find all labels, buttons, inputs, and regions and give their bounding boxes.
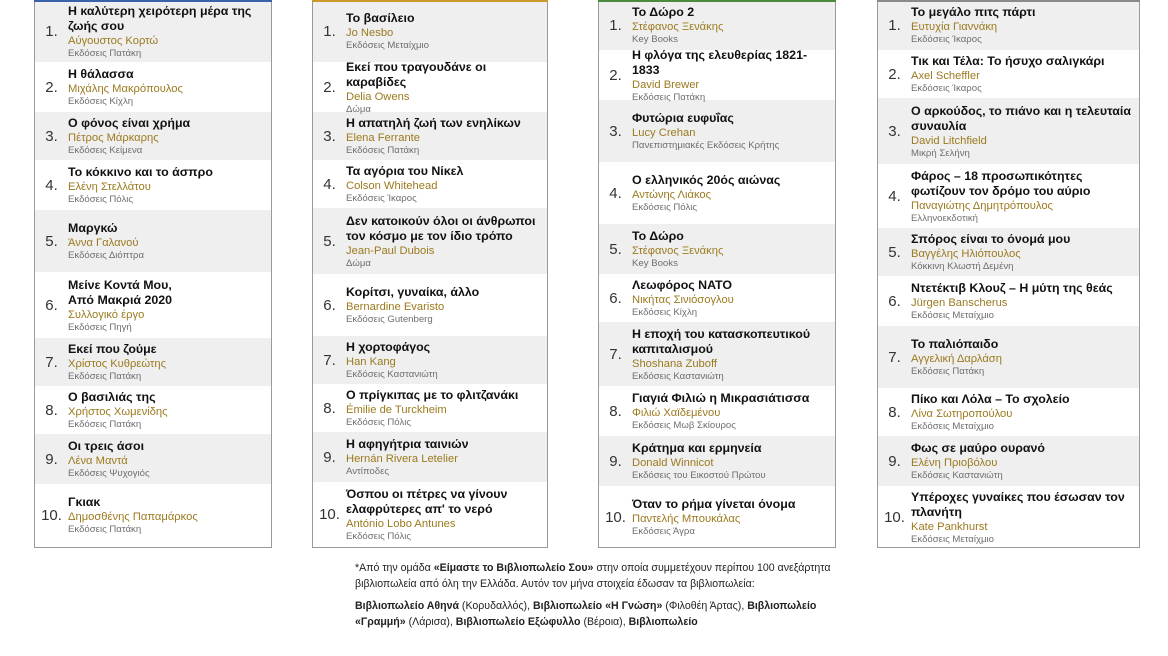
book-publisher: Εκδόσεις Ίκαρος bbox=[911, 34, 982, 45]
book-author: Λένα Μαντά bbox=[68, 455, 128, 467]
rank-number: 2. bbox=[888, 66, 901, 83]
rank-number: 6. bbox=[323, 297, 336, 314]
book-title: Το Δώρο 2 bbox=[632, 5, 695, 19]
book-title: Μείνε Κοντά Μου, Από Μακριά 2020 bbox=[68, 277, 173, 307]
book-author: Μιχάλης Μακρόπουλος bbox=[68, 83, 183, 95]
book-author: Αντώνης Λιάκος bbox=[632, 189, 712, 201]
column-top-bar bbox=[598, 0, 836, 2]
book-title: Οι τρεις άσοι bbox=[68, 439, 145, 453]
list-item bbox=[878, 436, 1139, 486]
list-item bbox=[878, 0, 1139, 50]
book-author: Hernán Rivera Letelier bbox=[346, 453, 458, 465]
rank-number: 7. bbox=[45, 354, 58, 371]
book-publisher: Εκδόσεις Πατάκη bbox=[68, 47, 142, 59]
rank-number: 2. bbox=[323, 79, 336, 96]
book-title: Η χορτοφάγος bbox=[346, 340, 431, 354]
book-title: Όσπου οι πέτρες να γίνουν ελαφρύτερες απ' το νερό bbox=[346, 486, 508, 516]
list-item bbox=[599, 100, 835, 162]
book-author: Χρήστος Χωμενίδης bbox=[68, 406, 168, 418]
list-item bbox=[878, 50, 1139, 98]
list-column-2 bbox=[312, 0, 548, 548]
book-author: Axel Scheffler bbox=[911, 70, 980, 82]
rank-number: 7. bbox=[888, 349, 901, 366]
book-title: Κράτημα και ερμηνεία bbox=[632, 441, 762, 455]
book-publisher: Εκδόσεις Μεταίχμιο bbox=[911, 421, 995, 432]
list-item bbox=[878, 98, 1139, 164]
list-item bbox=[313, 0, 547, 62]
book-author: Émilie de Turckheim bbox=[346, 404, 447, 416]
book-title: Εκεί που ζούμε bbox=[68, 342, 157, 356]
book-publisher: Δώμα bbox=[346, 103, 371, 115]
book-author: Ελένη Στελλάτου bbox=[68, 181, 151, 193]
rank-number: 4. bbox=[609, 185, 622, 202]
column-top-bar bbox=[312, 0, 548, 2]
rank-number: 8. bbox=[323, 400, 336, 417]
bookshop-name: Βιβλιοπωλείο Αθηνά bbox=[355, 600, 459, 612]
rank-number: 4. bbox=[888, 188, 901, 205]
book-title: Το παλιόπαιδο bbox=[911, 337, 999, 351]
book-title: Η απατηλή ζωή των ενηλίκων bbox=[346, 116, 521, 130]
book-publisher: Εκδόσεις Άγρα bbox=[632, 526, 695, 537]
book-title: Γιαγιά Φιλιώ η Μικρασιάτισσα bbox=[632, 391, 810, 405]
book-author: Han Kang bbox=[346, 356, 396, 368]
list-item bbox=[35, 386, 271, 434]
book-publisher: Εκδόσεις Πηγή bbox=[68, 321, 132, 333]
book-publisher: Μικρή Σελήνη bbox=[911, 147, 970, 159]
rank-number: 5. bbox=[45, 233, 58, 250]
list-item bbox=[35, 434, 271, 484]
book-author: Βαγγέλης Ηλιόπουλος bbox=[911, 248, 1021, 260]
book-author: Jo Nesbo bbox=[346, 27, 394, 39]
book-title: Φάρος – 18 προσωπικότητες φωτίζουν τον δρόμο του αύριο bbox=[911, 168, 1091, 198]
book-author: Χρίστος Κυθρεώτης bbox=[68, 358, 166, 370]
bookshop-list: Βιβλιοπωλείο Αθηνά (Κορυδαλλός), Βιβλιοπωλείο «Η Γνώση» (Φιλοθέη Άρτας), Βιβλιοπωλείο «Γραμμή» (Λάρισα), Βιβλιοπωλείο Εξώφυλλο (Βέροια), Βιβλιοπωλείο bbox=[355, 600, 817, 628]
bookshop-name: Βιβλιοπωλείο «Γραμμή» bbox=[355, 600, 817, 628]
book-publisher: Εκδόσεις Πατάκη bbox=[68, 419, 142, 430]
list-item bbox=[35, 0, 271, 62]
list-item bbox=[599, 0, 835, 50]
rank-number: 6. bbox=[609, 290, 622, 307]
list-item bbox=[878, 164, 1139, 228]
book-author: David Brewer bbox=[632, 78, 700, 91]
list-item bbox=[313, 482, 547, 546]
book-publisher: Εκδόσεις του Εικοστού Πρώτου bbox=[632, 470, 766, 481]
rank-number: 9. bbox=[45, 451, 58, 468]
list-item bbox=[599, 486, 835, 548]
book-publisher: Key Books bbox=[632, 34, 678, 45]
rank-number: 1. bbox=[323, 23, 336, 40]
list-item bbox=[599, 274, 835, 322]
book-author: Πέτρος Μάρκαρης bbox=[68, 132, 159, 144]
book-title: Ο φόνος είναι χρήμα bbox=[68, 116, 191, 130]
book-publisher: Εκδόσεις Ψυχογιός bbox=[68, 468, 150, 479]
book-author: Colson Whitehead bbox=[346, 180, 438, 192]
rank-number: 10. bbox=[319, 506, 340, 523]
rank-number: 10. bbox=[884, 509, 905, 526]
rank-number: 2. bbox=[609, 67, 622, 84]
book-publisher: Key Books bbox=[632, 258, 678, 269]
book-author: Kate Pankhurst bbox=[911, 520, 988, 533]
list-item bbox=[878, 228, 1139, 276]
rank-number: 1. bbox=[45, 23, 58, 40]
book-title: Πίκο και Λόλα – Το σχολείο bbox=[911, 392, 1070, 406]
book-author: Shoshana Zuboff bbox=[632, 357, 718, 370]
rank-number: 9. bbox=[609, 453, 622, 470]
book-title: Εκεί που τραγουδάνε οι καραβίδες bbox=[346, 59, 487, 89]
book-author: Lucy Crehan bbox=[632, 127, 696, 139]
book-title: Υπέροχες γυναίκες που έσωσαν τον πλανήτη bbox=[911, 489, 1125, 519]
book-author: Παναγιώτης Δημητρόπουλος bbox=[911, 199, 1053, 212]
rank-number: 4. bbox=[45, 177, 58, 194]
book-title: Ο βασιλιάς της bbox=[68, 390, 156, 404]
book-title: Κορίτσι, γυναίκα, άλλο bbox=[346, 285, 480, 299]
rank-number: 3. bbox=[609, 123, 622, 140]
book-publisher: Εκδόσεις Πατάκη bbox=[632, 91, 706, 103]
list-item bbox=[313, 336, 547, 384]
rank-number: 10. bbox=[605, 509, 626, 526]
rank-number: 3. bbox=[323, 128, 336, 145]
book-author: Συλλογικό έργο bbox=[68, 308, 145, 321]
list-item bbox=[599, 386, 835, 436]
book-author: Νικήτας Σινιόσογλου bbox=[632, 294, 734, 306]
book-author: Ελένη Πριοβόλου bbox=[911, 457, 998, 469]
book-publisher: Εκδόσεις Πατάκη bbox=[68, 524, 142, 535]
book-publisher: Εκδόσεις Πόλις bbox=[346, 417, 412, 428]
book-publisher: Εκδόσεις Καστανιώτη bbox=[911, 470, 1003, 481]
book-author: Αύγουστος Κορτώ bbox=[68, 34, 159, 47]
list-column-3 bbox=[598, 0, 836, 548]
book-publisher: Εκδόσεις Gutenberg bbox=[346, 314, 433, 325]
book-title: Ντετέκτιβ Κλουζ – Η μύτη της θεάς bbox=[911, 281, 1113, 295]
list-item bbox=[878, 486, 1139, 548]
list-item bbox=[35, 160, 271, 210]
book-title: Η θάλασσα bbox=[68, 67, 134, 81]
rank-number: 2. bbox=[45, 79, 58, 96]
book-publisher: Εκδόσεις Πόλις bbox=[632, 202, 698, 213]
list-item bbox=[878, 276, 1139, 326]
rank-number: 3. bbox=[888, 123, 901, 140]
rank-number: 1. bbox=[888, 17, 901, 34]
book-author: António Lobo Antunes bbox=[346, 517, 456, 530]
rank-number: 10. bbox=[41, 507, 62, 524]
list-item bbox=[599, 162, 835, 224]
book-author: Παντελής Μπουκάλας bbox=[632, 513, 741, 525]
book-title: Ο ελληνικός 20ός αιώνας bbox=[632, 173, 781, 187]
book-publisher: Εκδόσεις Καστανιώτη bbox=[346, 369, 438, 380]
book-title: Η αφηγήτρια ταινιών bbox=[346, 437, 469, 451]
book-title: Το μεγάλο πιτς πάρτι bbox=[911, 5, 1036, 19]
rank-number: 5. bbox=[323, 233, 336, 250]
book-publisher: Εκδόσεις Ίκαρος bbox=[911, 83, 982, 94]
book-title: Γκιακ bbox=[68, 495, 101, 509]
column-top-bar bbox=[34, 0, 272, 2]
rank-number: 9. bbox=[888, 453, 901, 470]
book-publisher: Εκδόσεις Πατάκη bbox=[68, 371, 142, 382]
list-item bbox=[35, 272, 271, 338]
rank-number: 6. bbox=[888, 293, 901, 310]
book-publisher: Εκδόσεις Κίχλη bbox=[68, 96, 134, 107]
book-title: Όταν το ρήμα γίνεται όνομα bbox=[632, 497, 796, 511]
book-title: Τα αγόρια του Νίκελ bbox=[346, 164, 464, 178]
book-publisher: Πανεπιστημιακές Εκδόσεις Κρήτης bbox=[632, 140, 780, 151]
book-publisher: Ελληνοεκδοτική bbox=[911, 212, 979, 224]
book-author: Στέφανος Ξενάκης bbox=[632, 21, 724, 33]
book-publisher: Εκδόσεις Μεταίχμιο bbox=[911, 533, 995, 545]
list-item bbox=[35, 112, 271, 160]
book-publisher: Εκδόσεις Πόλις bbox=[346, 530, 412, 542]
book-publisher: Εκδόσεις Μεταίχμιο bbox=[346, 40, 430, 51]
book-title: Φυτώρια ευφυΐας bbox=[632, 111, 734, 125]
book-publisher: Εκδόσεις Κίχλη bbox=[632, 307, 698, 318]
book-author: Στέφανος Ξενάκης bbox=[632, 245, 724, 257]
list-item bbox=[599, 224, 835, 274]
footnote-intro: *Από την ομάδα «Είμαστε το Βιβλιοπωλείο Σου» στην οποία συμμετέχουν περίπου 100 ανεξάρτητα βιβλιοπωλεία από όλη την Ελλάδα. Αυτόν τον μήνα στοιχεία έδωσαν τα βιβλιοπωλεία: bbox=[355, 562, 831, 590]
bookshop-name: Βιβλιοπωλείο Εξώφυλλο bbox=[455, 616, 581, 628]
list-item bbox=[878, 326, 1139, 388]
book-author: Άννα Γαλανού bbox=[68, 237, 139, 249]
book-title: Λεωφόρος ΝΑΤΟ bbox=[632, 278, 733, 292]
book-publisher: Εκδόσεις Διόπτρα bbox=[68, 250, 144, 261]
rank-number: 8. bbox=[45, 402, 58, 419]
book-title: Σπόρος είναι το όνομά μου bbox=[911, 232, 1071, 246]
book-author: Λίνα Σωτηροπούλου bbox=[911, 408, 1013, 420]
list-item bbox=[313, 112, 547, 160]
book-author: Bernardine Evaristo bbox=[346, 301, 445, 313]
list-item bbox=[35, 338, 271, 386]
book-publisher: Εκδόσεις Πόλις bbox=[68, 194, 134, 205]
book-publisher: Εκδόσεις Ίκαρος bbox=[346, 193, 417, 204]
rank-number: 1. bbox=[609, 17, 622, 34]
list-item bbox=[313, 160, 547, 208]
book-publisher: Εκδόσεις Πατάκη bbox=[911, 366, 985, 377]
bookshop-name: Βιβλιοπωλείο bbox=[628, 616, 698, 628]
book-title: Το βασίλειο bbox=[346, 11, 415, 25]
book-publisher: Δώμα bbox=[346, 257, 371, 269]
list-item bbox=[878, 388, 1139, 436]
group-name: «Είμαστε το Βιβλιοπωλείο Σου» bbox=[433, 562, 594, 574]
list-item bbox=[35, 62, 271, 112]
list-item bbox=[599, 436, 835, 486]
book-author: Elena Ferrante bbox=[346, 132, 421, 144]
rank-number: 8. bbox=[609, 403, 622, 420]
book-title: Τικ και Τέλα: Το ήσυχο σαλιγκάρι bbox=[911, 54, 1105, 68]
book-author: Jean-Paul Dubois bbox=[346, 244, 435, 257]
book-publisher: Κόκκινη Κλωστή Δεμένη bbox=[911, 261, 1014, 272]
rank-number: 7. bbox=[609, 346, 622, 363]
list-item bbox=[35, 484, 271, 546]
list-item bbox=[313, 59, 547, 115]
book-title: Δεν κατοικούν όλοι οι άνθρωποι τον κόσμο με τον ίδιο τρόπο bbox=[346, 213, 536, 243]
book-author: Delia Owens bbox=[346, 90, 410, 103]
book-author: Donald Winnicot bbox=[632, 457, 714, 469]
bookshop-name: Βιβλιοπωλείο «Η Γνώση» bbox=[532, 600, 663, 612]
rank-number: 7. bbox=[323, 352, 336, 369]
book-title: Ο αρκούδος, το πιάνο και η τελευταία συναυλία bbox=[911, 103, 1131, 133]
book-publisher: Εκδόσεις Μεταίχμιο bbox=[911, 310, 995, 321]
book-author: Αγγελική Δαρλάση bbox=[911, 353, 1002, 365]
rank-number: 5. bbox=[609, 241, 622, 258]
book-author: Jürgen Banscherus bbox=[911, 297, 1008, 309]
list-item bbox=[35, 210, 271, 272]
book-title: Το κόκκινο και το άσπρο bbox=[68, 165, 213, 179]
book-publisher: Εκδόσεις Κείμενα bbox=[68, 145, 143, 156]
book-author: Φιλιώ Χαϊδεμένου bbox=[632, 407, 721, 419]
book-author: Δημοσθένης Παπαμάρκος bbox=[68, 511, 198, 523]
list-item bbox=[313, 432, 547, 482]
book-publisher: Εκδόσεις Μωβ Σκίουρος bbox=[632, 420, 736, 431]
book-title: Η φλόγα της ελευθερίας 1821-1833 bbox=[632, 47, 808, 77]
rank-number: 4. bbox=[323, 176, 336, 193]
book-title: Η εποχή του κατασκοπευτικού καπιταλισμού bbox=[632, 326, 811, 356]
rank-number: 5. bbox=[888, 244, 901, 261]
list-item bbox=[599, 322, 835, 386]
book-title: Το Δώρο bbox=[632, 229, 684, 243]
footnote bbox=[355, 560, 855, 636]
rank-number: 3. bbox=[45, 128, 58, 145]
book-author: David Litchfield bbox=[911, 134, 987, 147]
list-item bbox=[599, 47, 835, 103]
list-column-4 bbox=[877, 0, 1140, 548]
book-publisher: Εκδόσεις Πατάκη bbox=[346, 145, 420, 156]
rank-number: 6. bbox=[45, 297, 58, 314]
book-author: Ευτυχία Γιαννάκη bbox=[911, 21, 998, 33]
book-title: Ο πρίγκιπας με το φλιτζανάκι bbox=[346, 388, 519, 402]
book-publisher: Εκδόσεις Καστανιώτη bbox=[632, 370, 724, 382]
rank-number: 8. bbox=[888, 404, 901, 421]
list-item bbox=[313, 384, 547, 432]
list-item bbox=[313, 208, 547, 274]
column-top-bar bbox=[877, 0, 1140, 2]
list-item bbox=[313, 274, 547, 336]
list-column-1 bbox=[34, 0, 272, 548]
book-title: Η καλύτερη χειρότερη μέρα της ζωής σου bbox=[68, 3, 252, 33]
book-publisher: Αντίποδες bbox=[346, 466, 390, 477]
book-title: Μαργκώ bbox=[68, 221, 118, 235]
book-title: Φως σε μαύρο ουρανό bbox=[911, 441, 1045, 455]
rank-number: 9. bbox=[323, 449, 336, 466]
